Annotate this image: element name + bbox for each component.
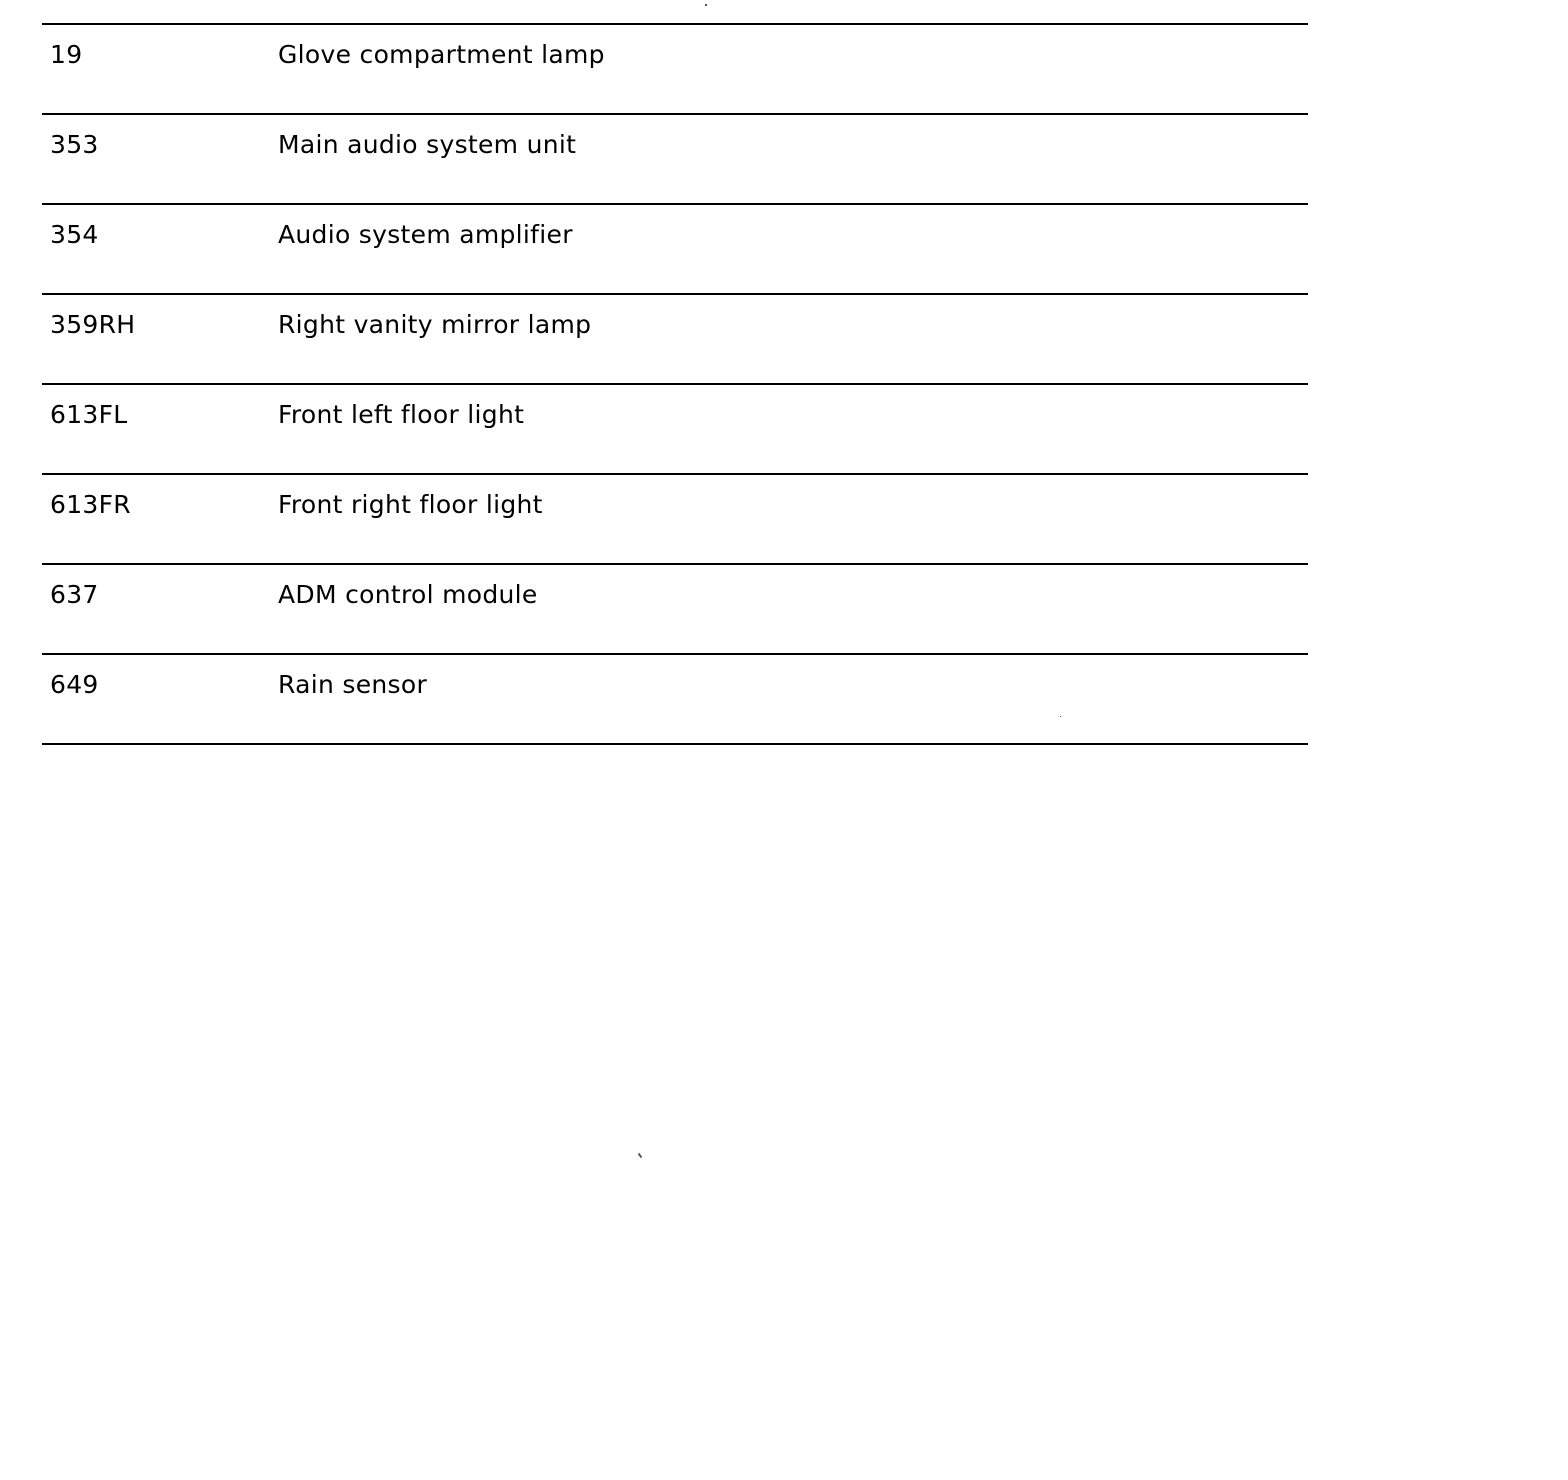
table-row: [42, 295, 1308, 385]
component-description: ADM control module: [278, 580, 538, 609]
table-row: [42, 385, 1308, 475]
component-code: 613FL: [50, 400, 128, 429]
component-code: 353: [50, 130, 99, 159]
component-code: 649: [50, 670, 99, 699]
component-code: 613FR: [50, 490, 131, 519]
component-description: Rain sensor: [278, 670, 428, 699]
component-description: Main audio system unit: [278, 130, 577, 159]
component-description: Right vanity mirror lamp: [278, 310, 592, 339]
component-code: 354: [50, 220, 99, 249]
component-description: Front right floor light: [278, 490, 543, 519]
component-description: Glove compartment lamp: [278, 40, 605, 69]
table-row: [42, 475, 1308, 565]
table-row: [42, 205, 1308, 295]
component-code: 637: [50, 580, 99, 609]
scan-speck: [705, 4, 707, 6]
table-row: [42, 115, 1308, 205]
table-row: [42, 565, 1308, 655]
component-description: Front left floor light: [278, 400, 525, 429]
component-description: Audio system amplifier: [278, 220, 573, 249]
table-row: [42, 25, 1308, 115]
scan-speck: [1060, 716, 1061, 717]
table-row: [42, 655, 1308, 745]
component-table: [42, 23, 1308, 745]
component-code: 359RH: [50, 310, 136, 339]
component-code: 19: [50, 40, 83, 69]
scan-speck: [638, 1153, 643, 1158]
